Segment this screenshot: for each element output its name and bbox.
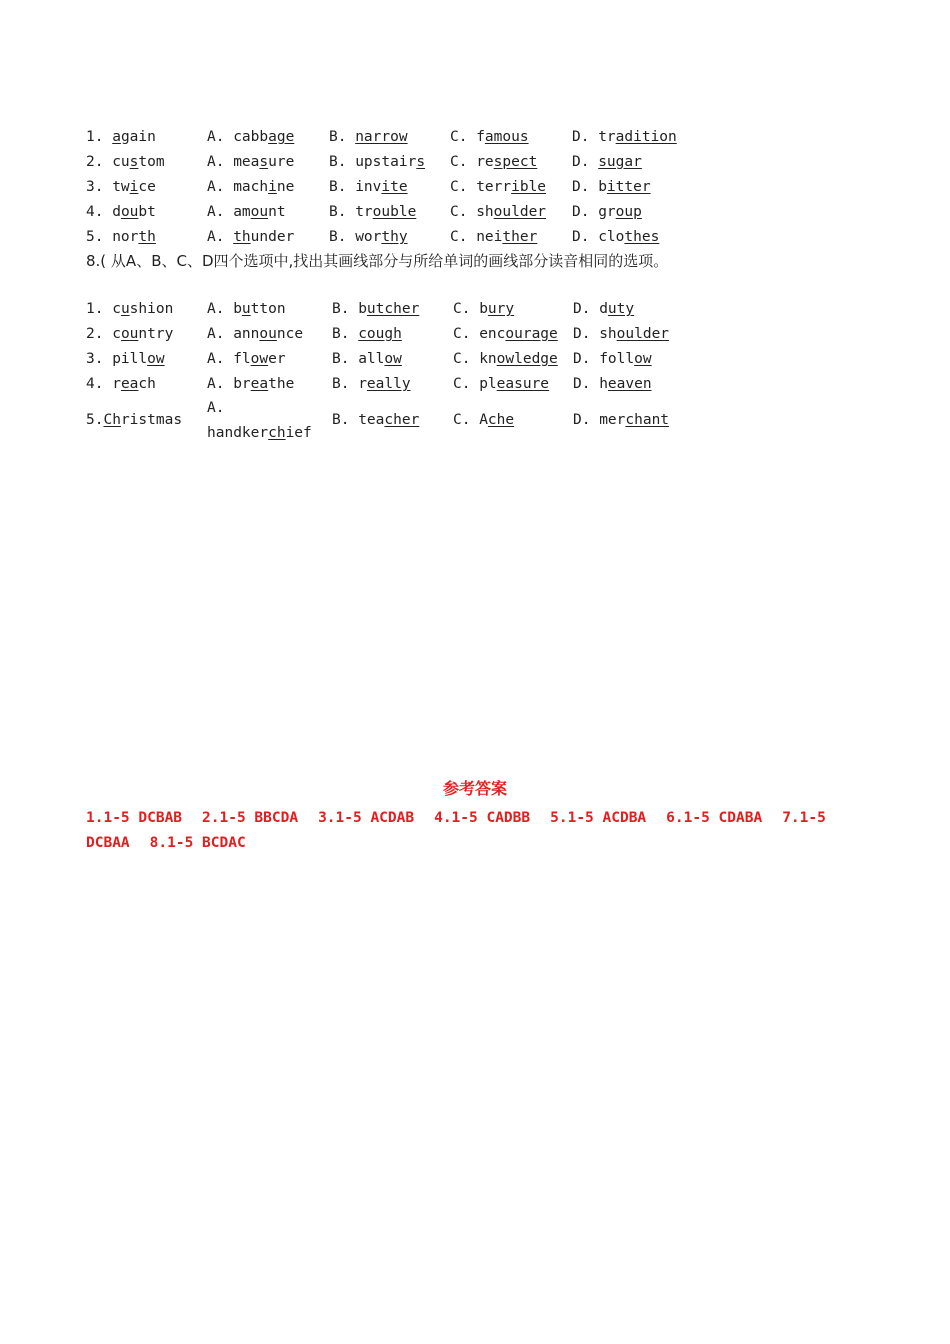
underlined-part: ow <box>384 351 402 367</box>
question-word <box>86 125 156 150</box>
underlined-part: thes <box>624 229 660 245</box>
option-c <box>450 225 537 250</box>
word-part: tw <box>112 179 130 195</box>
question-row <box>0 225 950 250</box>
option-b <box>332 372 411 397</box>
answer-item: 4.1-5 CADBB <box>434 810 531 826</box>
underlined-part: u <box>120 301 130 317</box>
question-word <box>86 225 156 250</box>
underlined-part: uty <box>607 301 635 317</box>
option-a <box>207 200 286 225</box>
word-part: C. sh <box>450 204 494 220</box>
underlined-part: ou <box>120 326 139 342</box>
word-part: C. kn <box>453 351 497 367</box>
word-part: C. f <box>450 129 485 145</box>
word-part: A. b <box>207 301 242 317</box>
underlined-part: oup <box>615 204 642 220</box>
underlined-part: ou <box>120 204 139 220</box>
underlined-part: s <box>416 154 426 170</box>
word-part: C. A <box>453 412 488 428</box>
answer-item: 1.1-5 DCBAB <box>86 810 183 826</box>
question-row <box>0 125 950 150</box>
option-a <box>207 297 286 322</box>
underlined-part: ible <box>511 179 547 195</box>
underlined-part: ow <box>634 351 652 367</box>
instruction-8: 8.( 从A、B、C、D四个选项中,找出其画线部分与所给单词的画线部分读音相同的选项。 <box>86 252 669 270</box>
option-d <box>573 372 652 397</box>
question-number: 4. <box>86 376 113 392</box>
underlined-part: s <box>259 154 269 170</box>
option-a <box>207 225 294 250</box>
word-part: A. am <box>207 204 251 220</box>
word-part: under <box>250 229 295 245</box>
underlined-part: ou <box>250 204 269 220</box>
word-part: nce <box>276 326 304 342</box>
underlined-part: ea <box>250 376 269 392</box>
underlined-part: ou <box>259 326 277 342</box>
word-part: ief <box>285 425 312 441</box>
word-part: D. tr <box>572 129 616 145</box>
question-number: 3. <box>86 179 113 195</box>
word-part: D. <box>572 154 599 170</box>
option-b <box>332 297 419 322</box>
word-part: C. b <box>453 301 488 317</box>
answer-item: 5.1-5 ACDBA <box>550 810 647 826</box>
underlined-part: cher <box>384 412 420 428</box>
underlined-part: utcher <box>366 301 420 317</box>
word-part: B. wor <box>329 229 382 245</box>
question-word <box>86 372 156 397</box>
word-part: A. mach <box>207 179 269 195</box>
option-d <box>572 200 642 225</box>
word-part: B. upstair <box>329 154 417 170</box>
word-part: C. re <box>450 154 494 170</box>
question-row <box>0 150 950 175</box>
option-b <box>332 408 419 433</box>
underlined-part: owledge <box>496 351 558 367</box>
option-a <box>207 175 294 200</box>
word-part: nt <box>268 204 286 220</box>
word-part: d <box>112 204 121 220</box>
option-b <box>329 150 425 175</box>
word-part: A. mea <box>207 154 260 170</box>
underlined-part: che <box>487 412 515 428</box>
underlined-part: ourage <box>505 326 558 342</box>
question-number: 3. <box>86 351 113 367</box>
underlined-part: ow <box>147 351 165 367</box>
underlined-part: easure <box>496 376 550 392</box>
underlined-part: eally <box>366 376 411 392</box>
word-part: tton <box>250 301 286 317</box>
underlined-part: thy <box>381 229 408 245</box>
option-d <box>573 322 669 347</box>
question-row <box>0 322 950 347</box>
option-d <box>573 297 634 322</box>
word-part: the <box>268 376 295 392</box>
option-a <box>207 150 294 175</box>
underlined-part: age <box>268 129 295 145</box>
underlined-part: ch <box>268 425 286 441</box>
option-a <box>207 347 286 372</box>
underlined-part: chant <box>625 412 670 428</box>
option-c <box>453 408 514 433</box>
answer-key-line-2 <box>86 835 266 851</box>
answer-key-title: 参考答案 <box>442 779 507 798</box>
option-c <box>453 322 558 347</box>
question-word <box>86 297 173 322</box>
word-part: ntry <box>138 326 174 342</box>
answer-item: 3.1-5 ACDAB <box>318 810 415 826</box>
question-word <box>86 150 165 175</box>
option-b <box>332 322 402 347</box>
word-part: tom <box>138 154 165 170</box>
underlined-part: oulder <box>493 204 547 220</box>
underlined-part: cough <box>358 326 402 342</box>
word-part: nor <box>112 229 139 245</box>
word-part: ristmas <box>120 412 183 428</box>
underlined-part: ow <box>250 351 269 367</box>
word-part: D. clo <box>572 229 625 245</box>
word-part: B. <box>329 129 356 145</box>
word-part: B. tr <box>329 204 373 220</box>
underlined-part: ea <box>120 376 139 392</box>
question-word <box>86 347 165 372</box>
option-b <box>332 347 402 372</box>
question-row <box>0 200 950 225</box>
word-part: B. inv <box>329 179 382 195</box>
word-part: A. <box>207 229 234 245</box>
word-part: shion <box>129 301 174 317</box>
option-b <box>329 200 416 225</box>
word-part: A. cabb <box>207 129 269 145</box>
word-part: er <box>268 351 286 367</box>
underlined-part: spect <box>493 154 538 170</box>
answer-item: 7.1-5 <box>782 810 826 826</box>
word-part: A. br <box>207 376 251 392</box>
word-part: ne <box>276 179 295 195</box>
underlined-part: i <box>268 179 277 195</box>
question-row <box>0 297 950 322</box>
answer-item: DCBAA <box>86 835 130 851</box>
question-number: 2. <box>86 326 113 342</box>
question-word <box>86 408 182 433</box>
option-a <box>207 125 294 150</box>
word-part: D. d <box>573 301 608 317</box>
word-part: C. enc <box>453 326 506 342</box>
word-part: B. r <box>332 376 367 392</box>
word-part: C. terr <box>450 179 512 195</box>
question-number: 1. <box>86 301 113 317</box>
word-part: A. fl <box>207 351 251 367</box>
underlined-part: ouble <box>372 204 417 220</box>
underlined-part: Ch <box>103 412 121 428</box>
word-part: D. b <box>572 179 607 195</box>
option-b <box>329 225 408 250</box>
option-a <box>207 372 294 397</box>
question-row <box>0 175 950 200</box>
underlined-part: itter <box>606 179 651 195</box>
underlined-part: ite <box>381 179 408 195</box>
word-part: pill <box>112 351 148 367</box>
underlined-part: amous <box>484 129 529 145</box>
question-number: 4. <box>86 204 113 220</box>
underlined-part: a <box>112 129 121 145</box>
option-b <box>329 125 408 150</box>
word-part: ure <box>268 154 295 170</box>
answer-item: 2.1-5 BBCDA <box>202 810 299 826</box>
option-c <box>450 175 546 200</box>
option-c <box>450 200 546 225</box>
word-part: B. <box>332 326 359 342</box>
underlined-part: oulder <box>616 326 670 342</box>
option-a <box>207 396 312 446</box>
word-part: handker <box>207 425 269 441</box>
question-word <box>86 322 173 347</box>
option-label: A. <box>207 400 225 416</box>
question-row <box>0 372 950 397</box>
question-word <box>86 200 156 225</box>
word-part: bt <box>138 204 156 220</box>
word-part: c <box>112 326 121 342</box>
option-d <box>572 175 651 200</box>
question-number: 2. <box>86 154 113 170</box>
word-part: D. sh <box>573 326 617 342</box>
option-c <box>453 297 514 322</box>
question-number: 5. <box>86 229 113 245</box>
option-d <box>573 408 669 433</box>
underlined-part: i <box>129 179 139 195</box>
word-part: A. ann <box>207 326 260 342</box>
question-row <box>0 400 950 458</box>
word-part: r <box>112 376 121 392</box>
option-c <box>450 125 529 150</box>
underlined-part: ury <box>487 301 515 317</box>
answer-item: 6.1-5 CDABA <box>666 810 763 826</box>
question-number: 5. <box>86 412 104 428</box>
word-part: B. b <box>332 301 367 317</box>
option-c <box>453 372 549 397</box>
answer-key-line-1 <box>86 810 826 826</box>
question-row <box>0 347 950 372</box>
underlined-part: narrow <box>355 129 408 145</box>
answer-item: 8.1-5 BCDAC <box>149 835 246 851</box>
option-d <box>573 347 652 372</box>
word-part: C. nei <box>450 229 503 245</box>
underlined-part: th <box>233 229 251 245</box>
word-part: B. tea <box>332 412 385 428</box>
word-part: ce <box>138 179 156 195</box>
option-d <box>572 150 642 175</box>
word-part: cu <box>112 154 130 170</box>
option-d <box>572 125 677 150</box>
word-part: D. foll <box>573 351 635 367</box>
option-d <box>572 225 659 250</box>
underlined-part: ther <box>502 229 538 245</box>
underlined-part: u <box>241 301 251 317</box>
word-part: C. pl <box>453 376 497 392</box>
option-a <box>207 322 303 347</box>
question-word <box>86 175 156 200</box>
word-part: B. all <box>332 351 385 367</box>
word-part: gain <box>120 129 156 145</box>
word-part: ch <box>138 376 156 392</box>
question-number: 1. <box>86 129 113 145</box>
underlined-part: th <box>138 229 156 245</box>
option-b <box>329 175 408 200</box>
underlined-part: eaven <box>607 376 652 392</box>
option-c <box>453 347 558 372</box>
word-part: c <box>112 301 121 317</box>
word-part: D. h <box>573 376 608 392</box>
word-part: D. gr <box>572 204 616 220</box>
underlined-part: sugar <box>598 154 642 170</box>
option-c <box>450 150 537 175</box>
underlined-part: adition <box>615 129 677 145</box>
underlined-part: s <box>129 154 139 170</box>
word-part: D. mer <box>573 412 626 428</box>
